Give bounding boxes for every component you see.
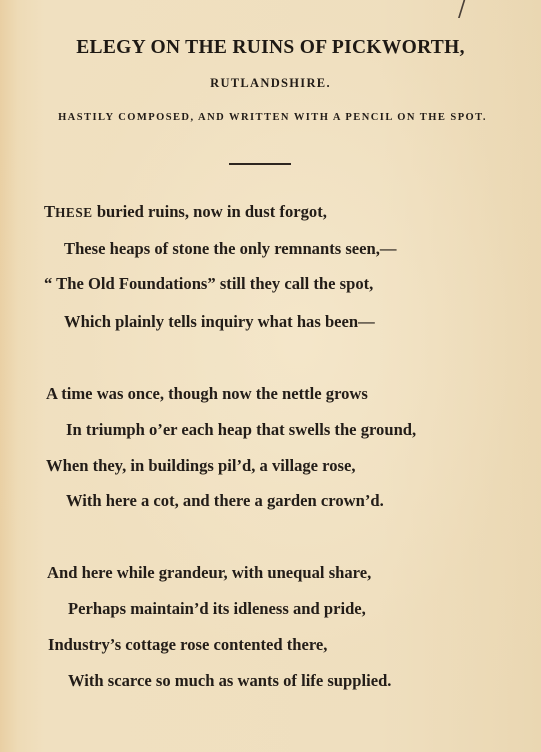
stanza-3-line-3: Industry’s cottage rose contented there,	[48, 635, 328, 654]
stanza-3-line-2: Perhaps maintain’d its idleness and pride,	[68, 599, 366, 618]
stanza-2-line-2: In triumph o’er each heap that swells the ground,	[66, 420, 417, 439]
title-divider	[229, 163, 291, 165]
stanza-3-line-4: With scarce so much as wants of life supplied.	[68, 671, 392, 690]
line-remainder: buried ruins, now in dust forgot,	[92, 202, 327, 221]
margin-mark: /	[458, 0, 466, 22]
drop-initial: T	[44, 202, 56, 221]
poem-subtitle: RUTLANDSHIRE.	[210, 76, 331, 90]
stanza-3-line-1: And here while grandeur, with unequal share,	[47, 563, 372, 582]
stanza-1-line-3: “ The Old Foundations” still they call the spot,	[44, 274, 374, 293]
stanza-1-line-4: Which plainly tells inquiry what has been—	[64, 312, 375, 331]
stanza-1-line-2: These heaps of stone the only remnants seen,—	[64, 239, 397, 258]
stanza-2-line-4: With here a cot, and there a garden crown’d.	[66, 491, 384, 510]
composition-note: HASTILY COMPOSED, AND WRITTEN WITH A PENCIL ON THE SPOT.	[58, 112, 487, 123]
smallcaps-word: HESE	[55, 205, 93, 220]
stanza-2-line-3: When they, in buildings pil’d, a village rose,	[46, 456, 356, 475]
stanza-1-line-1	[44, 202, 327, 223]
stanza-2-line-1: A time was once, though now the nettle grows	[46, 384, 368, 403]
poem-title: ELEGY ON THE RUINS OF PICKWORTH,	[76, 37, 465, 58]
